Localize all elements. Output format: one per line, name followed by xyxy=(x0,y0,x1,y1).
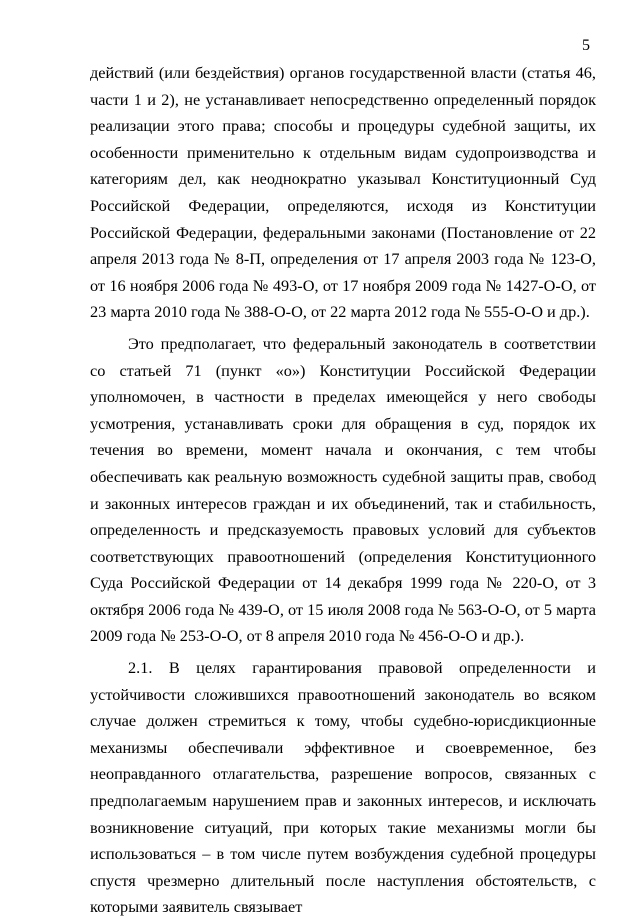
paragraph-federal-legislator: Это предполагает, что федеральный законодатель в соответствии со статьей 71 (пункт «о») Конституции Российской Федерации уполномочен, в частности в пределах имеющейся у него свободы усмотрения, устанавливать сроки для обращения в суд, порядок их течения во времени, момент начала и окончания, с тем чтобы обеспечивать как реальную возможность судебной защиты прав, свобод и законных интересов граждан и их объединений, так и стабильность, определенность и предсказуемость правовых условий для субъектов соответствующих правоотношений (определения Конституционного Суда Российской Федерации от 14 декабря 1999 года № 220-О, от 3 октября 2006 года № 439-О, от 15 июля 2008 года № 563-О-О, от 5 марта 2009 года № 253-О-О, от 8 апреля 2010 года № 456-О-О и др.). xyxy=(90,333,596,646)
paragraph-continuation: действий (или бездействия) органов государственной власти (статья 46, части 1 и 2), не устанавливает непосредственно определенный порядок реализации этого права; способы и процедуры судебной защиты, их особенности применительно к отдельным видам судопроизводства и категориям дел, как неоднократно указывал Конституционный Суд Российской Федерации, определяются, исходя из Конституции Российской Федерации, федеральными законами (Постановление от 22 апреля 2013 года № 8-П, определения от 17 апреля 2003 года № 123-О, от 16 ноября 2006 года № 493-О, от 17 ноября 2009 года № 1427-О-О, от 23 марта 2010 года № 388-О-О, от 22 марта 2012 года № 555-О-О и др.). xyxy=(90,63,596,322)
page-number: 5 xyxy=(582,37,590,54)
document-body xyxy=(90,60,596,921)
paragraph-section-2-1: 2.1. В целях гарантирования правовой определенности и устойчивости сложившихся правоотношений законодатель во всяком случае должен стремиться к тому, чтобы судебно-юрисдикционные механизмы обеспечивали эффективное и своевременное, без неоправданного отлагательства, разрешение вопросов, связанных с предполагаемым нарушением прав и законных интересов, и исключать возникновение ситуаций, при которых такие механизмы могли бы использоваться – в том числе путем возбуждения судебной процедуры спустя чрезмерно длительный после наступления обстоятельств, с которыми заявитель связывает xyxy=(90,658,596,917)
